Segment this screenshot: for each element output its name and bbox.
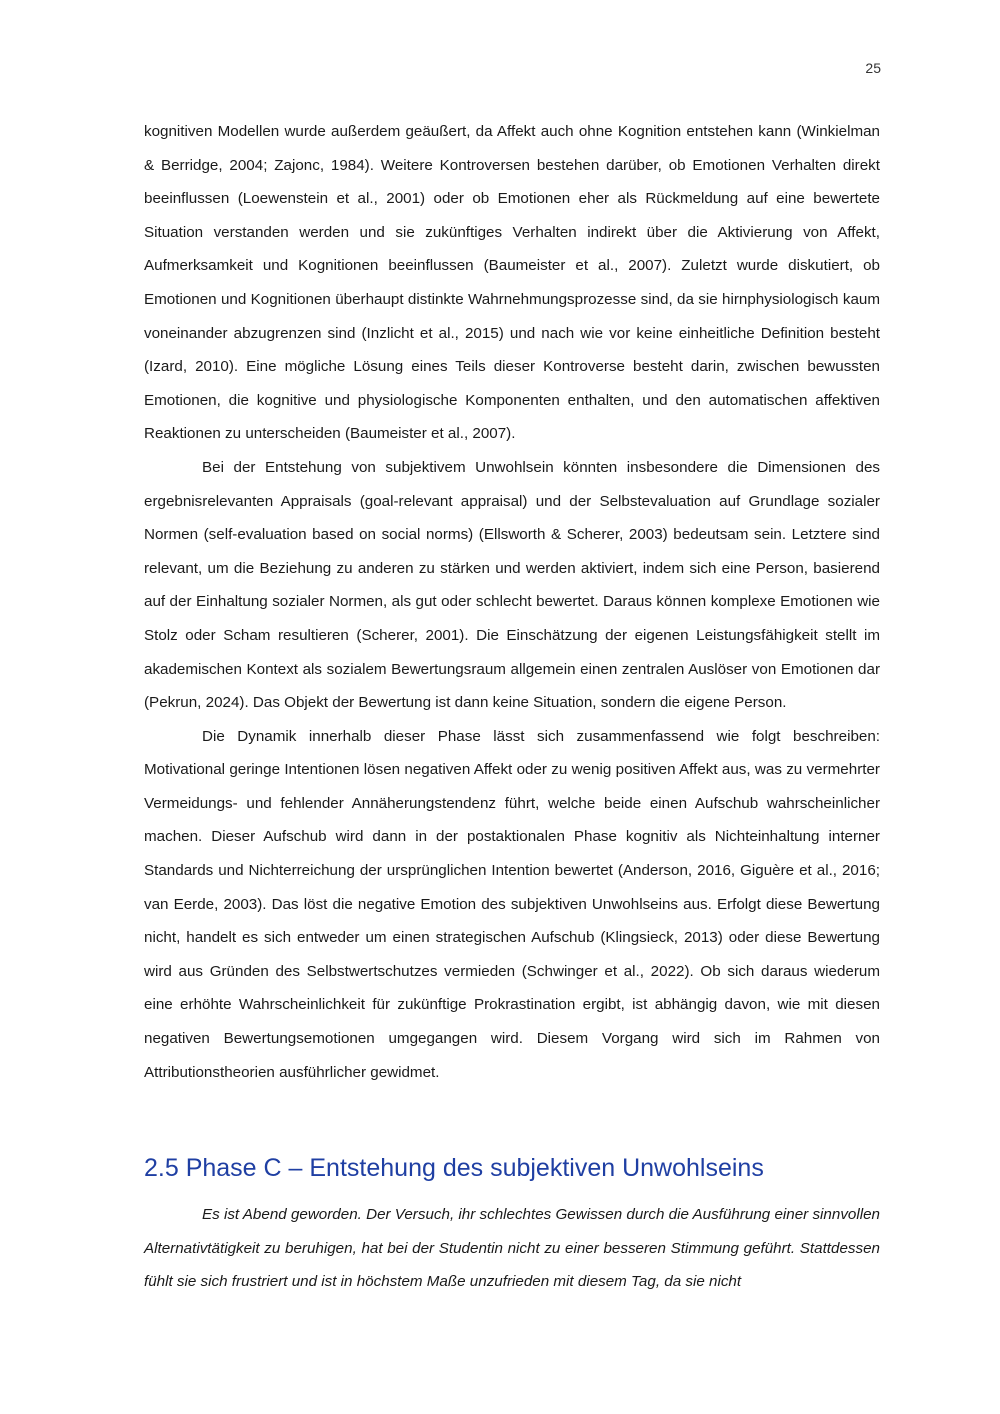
italic-paragraph: Es ist Abend geworden. Der Versuch, ihr schlechtes Gewissen durch die Ausführung einer sinnvollen Alternativtätigkeit zu beruhigen, hat bei der Studentin nicht zu einer besseren Stimmung geführt. Stattdessen fühlt sie sich frustriert und ist in höchstem Maße unzufrieden mit diesem Tag, da sie nicht: [144, 1206, 880, 1291]
paragraph: Die Dynamik innerhalb dieser Phase lässt sich zusammenfassend wie folgt beschreiben: Motivational geringe Intentionen lösen negativen Affekt oder zu wenig positiven Affekt aus, was zu vermehrter Vermeidungs- und fehlender Annäherungstendenz führt, welche beide einen Aufschub wahrscheinlicher machen. Dieser Aufschub wird dann in der postaktionalen Phase kognitiv als Nichteinhaltung interner Standards und Nichterreichung der ursprünglichen Intention bewertet (Anderson, 2016, Giguère et al., 2016; van Eerde, 2003). Das löst die negative Emotion des subjektiven Unwohlseins aus. Erfolgt diese Bewertung nicht, handelt es sich entweder um einen strategischen Aufschub (Klingsieck, 2013) oder diese Bewertung wird aus Gründen des Selbstwertschutzes vermieden (Schwinger et al., 2022). Ob sich daraus wiederum eine erhöhte Wahrscheinlichkeit für zukünftige Prokrastination ergibt, ist abhängig davon, wie mit diesen negativen Bewertungsemotionen umgegangen wird. Diesem Vorgang wird sich im Rahmen von Attributionstheorien ausführlicher gewidmet.: [144, 727, 880, 1081]
body-text: [144, 115, 880, 1089]
paragraph: Bei der Entstehung von subjektivem Unwohlsein könnten insbesondere die Dimensionen des ergebnisrelevanten Appraisals (goal-relevant appraisal) und der Selbstevaluation auf Grundlage sozialer Normen (self-evaluation based on social norms) (Ellsworth & Scherer, 2003) bedeutsam sein. Letztere sind relevant, um die Beziehung zu anderen zu stärken und werden aktiviert, indem sich eine Person, basierend auf der Einhaltung sozialer Normen, als gut oder schlecht bewertet. Daraus können komplexe Emotionen wie Stolz oder Scham resultieren (Scherer, 2001). Die Einschätzung der eigenen Leistungsfähigkeit stellt im akademischen Kontext als sozialem Bewertungsraum allgemein einen zentralen Auslöser von Emotionen dar (Pekrun, 2024). Das Objekt der Bewertung ist dann keine Situation, sondern die eigene Person.: [144, 458, 880, 712]
section-heading: 2.5 Phase C – Entstehung des subjektiven Unwohlseins: [144, 1154, 764, 1182]
paragraph: kognitiven Modellen wurde außerdem geäußert, da Affekt auch ohne Kognition entstehen kann (Winkielman & Berridge, 2004; Zajonc, 1984). Weitere Kontroversen bestehen darüber, ob Emotionen Verhalten direkt beeinflussen (Loewenstein et al., 2001) oder ob Emotionen eher als Rückmeldung auf eine bewertete Situation verstanden werden und sie zukünftiges Verhalten indirekt über die Aktivierung von Affekt, Aufmerksamkeit und Kognitionen beeinflussen (Baumeister et al., 2007). Zuletzt wurde diskutiert, ob Emotionen und Kognitionen überhaupt distinkte Wahrnehmungsprozesse sind, da sie hirnphysiologisch kaum voneinander abzugrenzen sind (Inzlicht et al., 2015) und nach wie vor keine einheitliche Definition besteht (Izard, 2010). Eine mögliche Lösung eines Teils dieser Kontroverse besteht darin, zwischen bewussten Emotionen, die kognitive und physiologische Komponenten enthalten, und den automatischen affektiven Reaktionen zu unterscheiden (Baumeister et al., 2007).: [144, 123, 880, 443]
italic-vignette: [144, 1198, 880, 1299]
page-number: 25: [865, 60, 881, 76]
